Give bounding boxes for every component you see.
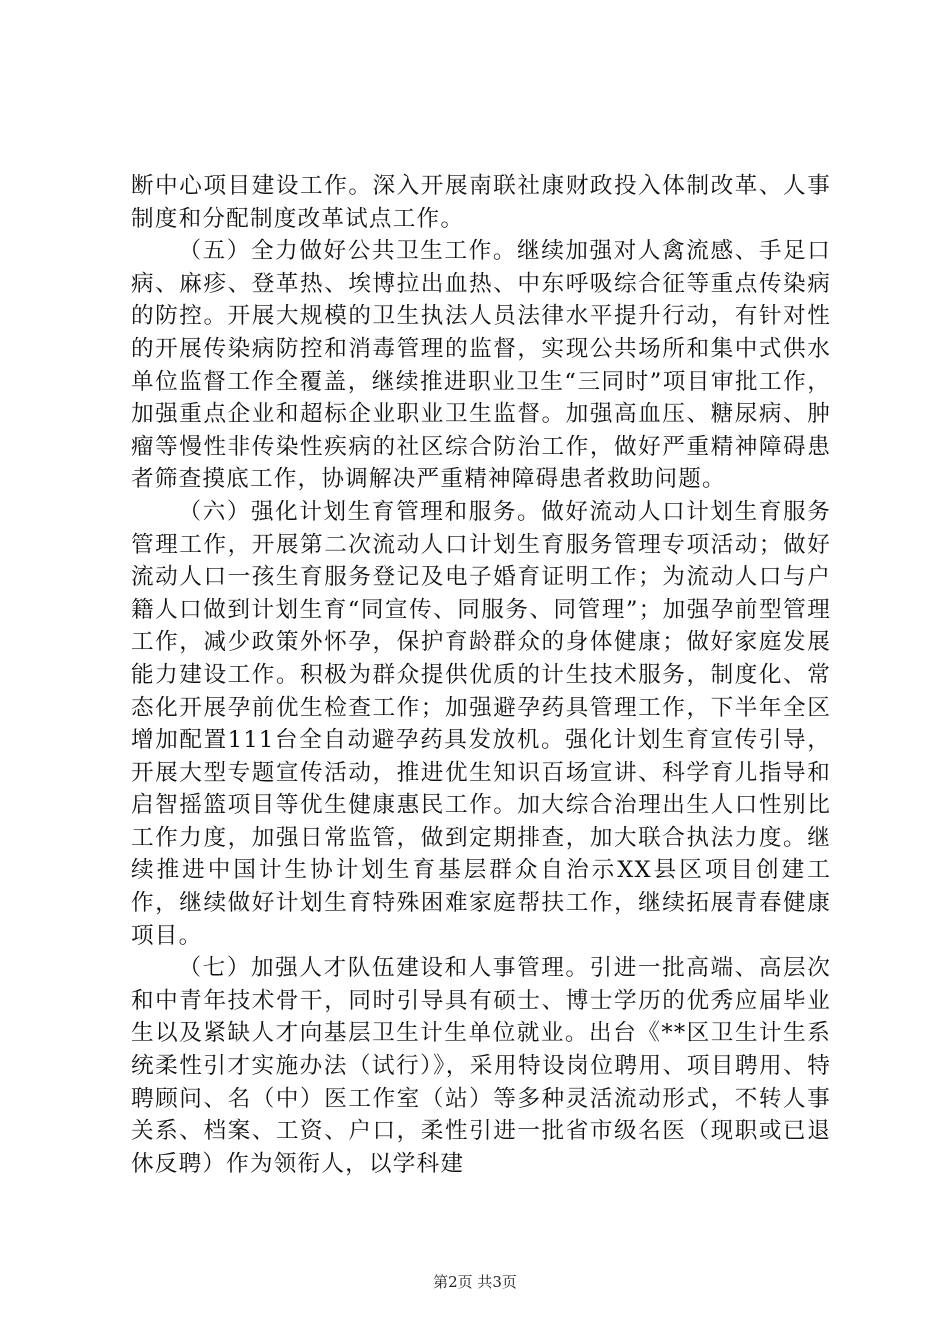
paragraph-continuation: 断中心项目建设工作。深入开展南联社康财政投入体制改革、人事制度和分配制度改革试点工作。 — [131, 173, 831, 232]
document-body — [131, 170, 831, 1180]
paragraph-family-planning: （六）强化计划生育管理和服务。做好流动人口计划生育服务管理工作，开展第二次流动人口计划生育服务管理专项活动；做好流动人口一孩生育服务登记及电子婚育证明工作；为流动人口与户籍人口做到计划生育“同宣传、同服务、同管理”；加强孕前型管理工作，减少政策外怀孕，保护育龄群众的身体健康；做好家庭发展能力建设工作。积极为群众提供优质的计生技术服务，制度化、常态化开展孕前优生检查工作；加强避孕药具管理工作，下半年全区增加配置111台全自动避孕药具发放机。强化计划生育宣传引导，开展大型专题宣传活动，推进优生知识百场宣讲、科学育儿指导和启智摇篮项目等优生健康惠民工作。加大综合治理出生人口性别比工作力度，加强日常监管，做到定期排查，加大联合执法力度。继续推进中国计生协计划生育基层群众自治示XX县区项目创建工作，继续做好计划生育特殊困难家庭帮扶工作，继续拓展青春健康项目。 — [131, 498, 831, 949]
paragraph-talent: （七）加强人才队伍建设和人事管理。引进一批高端、高层次和中青年技术骨干，同时引导具有硕士、博士学历的优秀应届毕业生以及紧缺人才向基层卫生计生单位就业。出台《**区卫生计生系统柔性引才实施办法（试行）》，采用特设岗位聘用、项目聘用、特聘顾问、名（中）医工作室（站）等多种灵活流动形式，不转人事关系、档案、工资、户口，柔性引进一批省市级名医（现职或已退休反聘）作为领衔人，以学科建 — [131, 955, 831, 1177]
page-number-footer: 第2页 共3页 — [433, 1273, 517, 1291]
paragraph-public-health: （五）全力做好公共卫生工作。继续加强对人禽流感、手足口病、麻疹、登革热、埃博拉出血热、中东呼吸综合征等重点传染病的防控。开展大规模的卫生执法人员法律水平提升行动，有针对性的开展传染病防控和消毒管理的监督，实现公共场所和集中式供水单位监督工作全覆盖，继续推进职业卫生“三同时”项目审批工作，加强重点企业和超标企业职业卫生监督。加强高血压、糖尿病、肿瘤等慢性非传染性疾病的社区综合防治工作，做好严重精神障碍患者筛查摸底工作，协调解决严重精神障碍患者救助问题。 — [131, 238, 831, 493]
